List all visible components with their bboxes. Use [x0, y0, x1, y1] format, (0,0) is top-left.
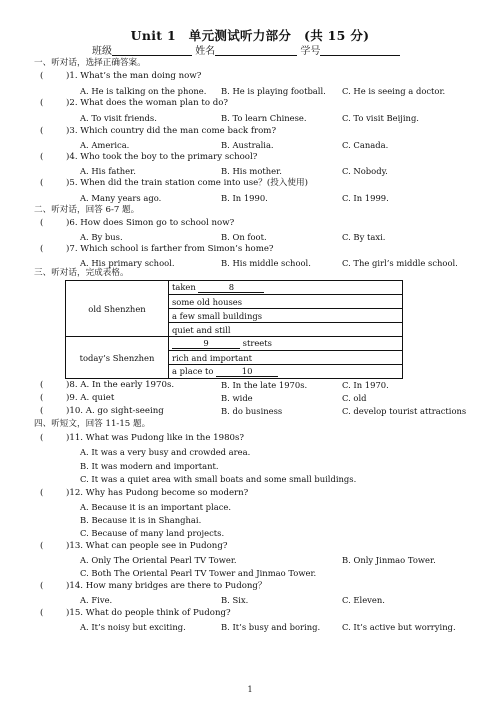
- answer-paren[interactable]: (: [40, 218, 44, 228]
- page-number: 1: [247, 685, 253, 694]
- option-6b[interactable]: B. On foot.: [221, 232, 267, 242]
- number-blank[interactable]: [320, 45, 400, 56]
- option-4b[interactable]: B. His mother.: [221, 166, 282, 176]
- question-text: )5. When did the train station come into use？(投入使用): [66, 178, 308, 188]
- question-8: [40, 380, 174, 391]
- answer-paren[interactable]: (: [40, 406, 44, 416]
- option-8b[interactable]: B. In the late 1970s.: [221, 380, 308, 390]
- answer-paren[interactable]: (: [40, 178, 44, 188]
- option-5c[interactable]: C. In 1999.: [342, 193, 389, 203]
- cell-text: a place to: [172, 366, 214, 376]
- answer-paren[interactable]: (: [40, 152, 44, 162]
- question-text: )4. Who took the boy to the primary school?: [66, 152, 258, 162]
- table-row: [169, 365, 403, 379]
- answer-paren[interactable]: (: [40, 71, 44, 81]
- question-1: [40, 71, 201, 82]
- question-text: )15. What do people think of Pudong?: [66, 608, 231, 618]
- option-3b[interactable]: B. Australia.: [221, 140, 274, 150]
- question-5: [40, 178, 308, 189]
- option-12c[interactable]: C. Because of many land projects.: [80, 528, 225, 538]
- answer-paren[interactable]: (: [40, 126, 44, 136]
- answer-paren[interactable]: (: [40, 380, 44, 390]
- section-2-heading: 二、听对话，回答 6-7 题。: [34, 205, 140, 215]
- question-13: [40, 541, 227, 552]
- option-6a[interactable]: A. By bus.: [80, 232, 123, 242]
- option-2a[interactable]: A. To visit friends.: [80, 113, 157, 123]
- question-10: [40, 406, 164, 417]
- answer-paren[interactable]: (: [40, 393, 44, 403]
- option-3c[interactable]: C. Canada.: [342, 140, 389, 150]
- old-shenzhen-label: old Shenzhen: [66, 281, 169, 337]
- section-1-heading: 一、听对话，选择正确答案。: [34, 58, 146, 68]
- option-8c[interactable]: C. In 1970.: [342, 380, 389, 390]
- answer-paren[interactable]: (: [40, 244, 44, 254]
- question-7: [40, 244, 274, 255]
- option-2b[interactable]: B. To learn Chinese.: [221, 113, 307, 123]
- question-text: )14. How many bridges are there to Pudong？: [66, 581, 267, 591]
- option-10c[interactable]: C. develop tourist attractions: [342, 406, 467, 416]
- question-text: )7. Which school is farther from Simon’s home?: [66, 244, 274, 254]
- answer-paren[interactable]: (: [40, 488, 44, 498]
- option-1c[interactable]: C. He is seeing a doctor.: [342, 86, 446, 96]
- question-2: [40, 98, 228, 109]
- option-11b[interactable]: B. It was modern and important.: [80, 461, 219, 471]
- option-9b[interactable]: B. wide: [221, 393, 253, 403]
- table-row: [169, 337, 403, 351]
- question-text: )6. How does Simon go to school now?: [66, 218, 235, 228]
- class-label: 班级: [92, 46, 112, 57]
- option-15b[interactable]: B. It’s busy and boring.: [221, 622, 321, 632]
- option-10a[interactable]: )10. A. go sight-seeing: [66, 406, 164, 416]
- option-1b[interactable]: B. He is playing football.: [221, 86, 326, 96]
- option-2c[interactable]: C. To visit Beijing.: [342, 113, 419, 123]
- section-4-heading: 四、听短文，回答 11-15 题。: [34, 419, 151, 429]
- option-3a[interactable]: A. America.: [80, 140, 130, 150]
- option-12a[interactable]: A. Because it is an important place.: [80, 502, 232, 512]
- option-11c[interactable]: C. It was a quiet area with small boats and some small buildings.: [80, 474, 357, 484]
- answer-blank-10[interactable]: 10: [216, 367, 278, 377]
- question-4: [40, 152, 257, 163]
- option-7b[interactable]: B. His middle school.: [221, 258, 311, 268]
- section-3-heading: 三、听对话，完成表格。: [34, 268, 129, 278]
- option-5b[interactable]: B. In 1990.: [221, 193, 268, 203]
- question-text: )1. What’s the man doing now?: [66, 71, 202, 81]
- question-text: )13. What can people see in Pudong?: [66, 541, 228, 551]
- option-13a[interactable]: A. Only The Oriental Pearl TV Tower.: [80, 555, 237, 565]
- answer-paren[interactable]: (: [40, 98, 44, 108]
- option-9a[interactable]: )9. A. quiet: [66, 393, 115, 403]
- answer-paren[interactable]: (: [40, 608, 44, 618]
- answer-paren[interactable]: (: [40, 541, 44, 551]
- shenzhen-notes-table: [65, 280, 403, 379]
- option-14b[interactable]: B. Six.: [221, 595, 249, 605]
- option-13b[interactable]: B. Only Jinmao Tower.: [342, 555, 436, 565]
- option-8a[interactable]: )8. A. In the early 1970s.: [66, 380, 175, 390]
- question-3: [40, 126, 276, 137]
- page-title: Unit 1 单元测试听力部分 (共 15 分): [130, 28, 370, 43]
- option-14c[interactable]: C. Eleven.: [342, 595, 385, 605]
- table-row: some old houses: [169, 295, 403, 309]
- student-info-line: [92, 42, 400, 57]
- name-blank[interactable]: [215, 45, 297, 56]
- option-15c[interactable]: C. It’s active but worrying.: [342, 622, 456, 632]
- option-4a[interactable]: A. His father.: [80, 166, 136, 176]
- option-12b[interactable]: B. Because it is in Shanghai.: [80, 515, 202, 525]
- option-1a[interactable]: A. He is talking on the phone.: [80, 86, 207, 96]
- name-label: 姓名: [195, 46, 216, 57]
- option-13c[interactable]: C. Both The Oriental Pearl TV Tower and Jinmao Tower.: [80, 568, 317, 578]
- question-text: )12. Why has Pudong become so modern?: [66, 488, 249, 498]
- cell-text: streets: [242, 338, 272, 348]
- today-shenzhen-label: today’s Shenzhen: [66, 337, 169, 379]
- option-5a[interactable]: A. Many years ago.: [80, 193, 162, 203]
- number-label: 学号: [300, 46, 321, 57]
- question-14: [40, 581, 267, 592]
- question-6: [40, 218, 234, 229]
- question-15: [40, 608, 231, 619]
- answer-blank-9[interactable]: 9: [172, 339, 240, 349]
- option-7a[interactable]: A. His primary school.: [80, 258, 175, 268]
- option-11a[interactable]: A. It was a very busy and crowded area.: [80, 447, 251, 457]
- table-row: rich and important: [169, 351, 403, 365]
- option-15a[interactable]: A. It’s noisy but exciting.: [80, 622, 186, 632]
- question-text: )11. What was Pudong like in the 1980s?: [66, 433, 245, 443]
- question-text: )2. What does the woman plan to do?: [66, 98, 229, 108]
- question-9: [40, 393, 114, 404]
- option-7c[interactable]: C. The girl’s middle school.: [342, 258, 458, 268]
- question-12: [40, 488, 248, 499]
- option-6c[interactable]: C. By taxi.: [342, 232, 386, 242]
- class-blank[interactable]: [112, 45, 192, 56]
- option-9c[interactable]: C. old: [342, 393, 367, 403]
- answer-blank-8[interactable]: 8: [198, 283, 264, 293]
- answer-paren[interactable]: (: [40, 433, 44, 443]
- table-row: [169, 281, 403, 295]
- cell-text: taken: [172, 282, 196, 292]
- option-14a[interactable]: A. Five.: [80, 595, 113, 605]
- question-11: [40, 433, 244, 444]
- question-text: )3. Which country did the man come back from?: [66, 126, 277, 136]
- answer-paren[interactable]: (: [40, 581, 44, 591]
- option-4c[interactable]: C. Nobody.: [342, 166, 388, 176]
- option-10b[interactable]: B. do business: [221, 406, 283, 416]
- table-row: quiet and still: [169, 323, 403, 337]
- table-row: a few small buildings: [169, 309, 403, 323]
